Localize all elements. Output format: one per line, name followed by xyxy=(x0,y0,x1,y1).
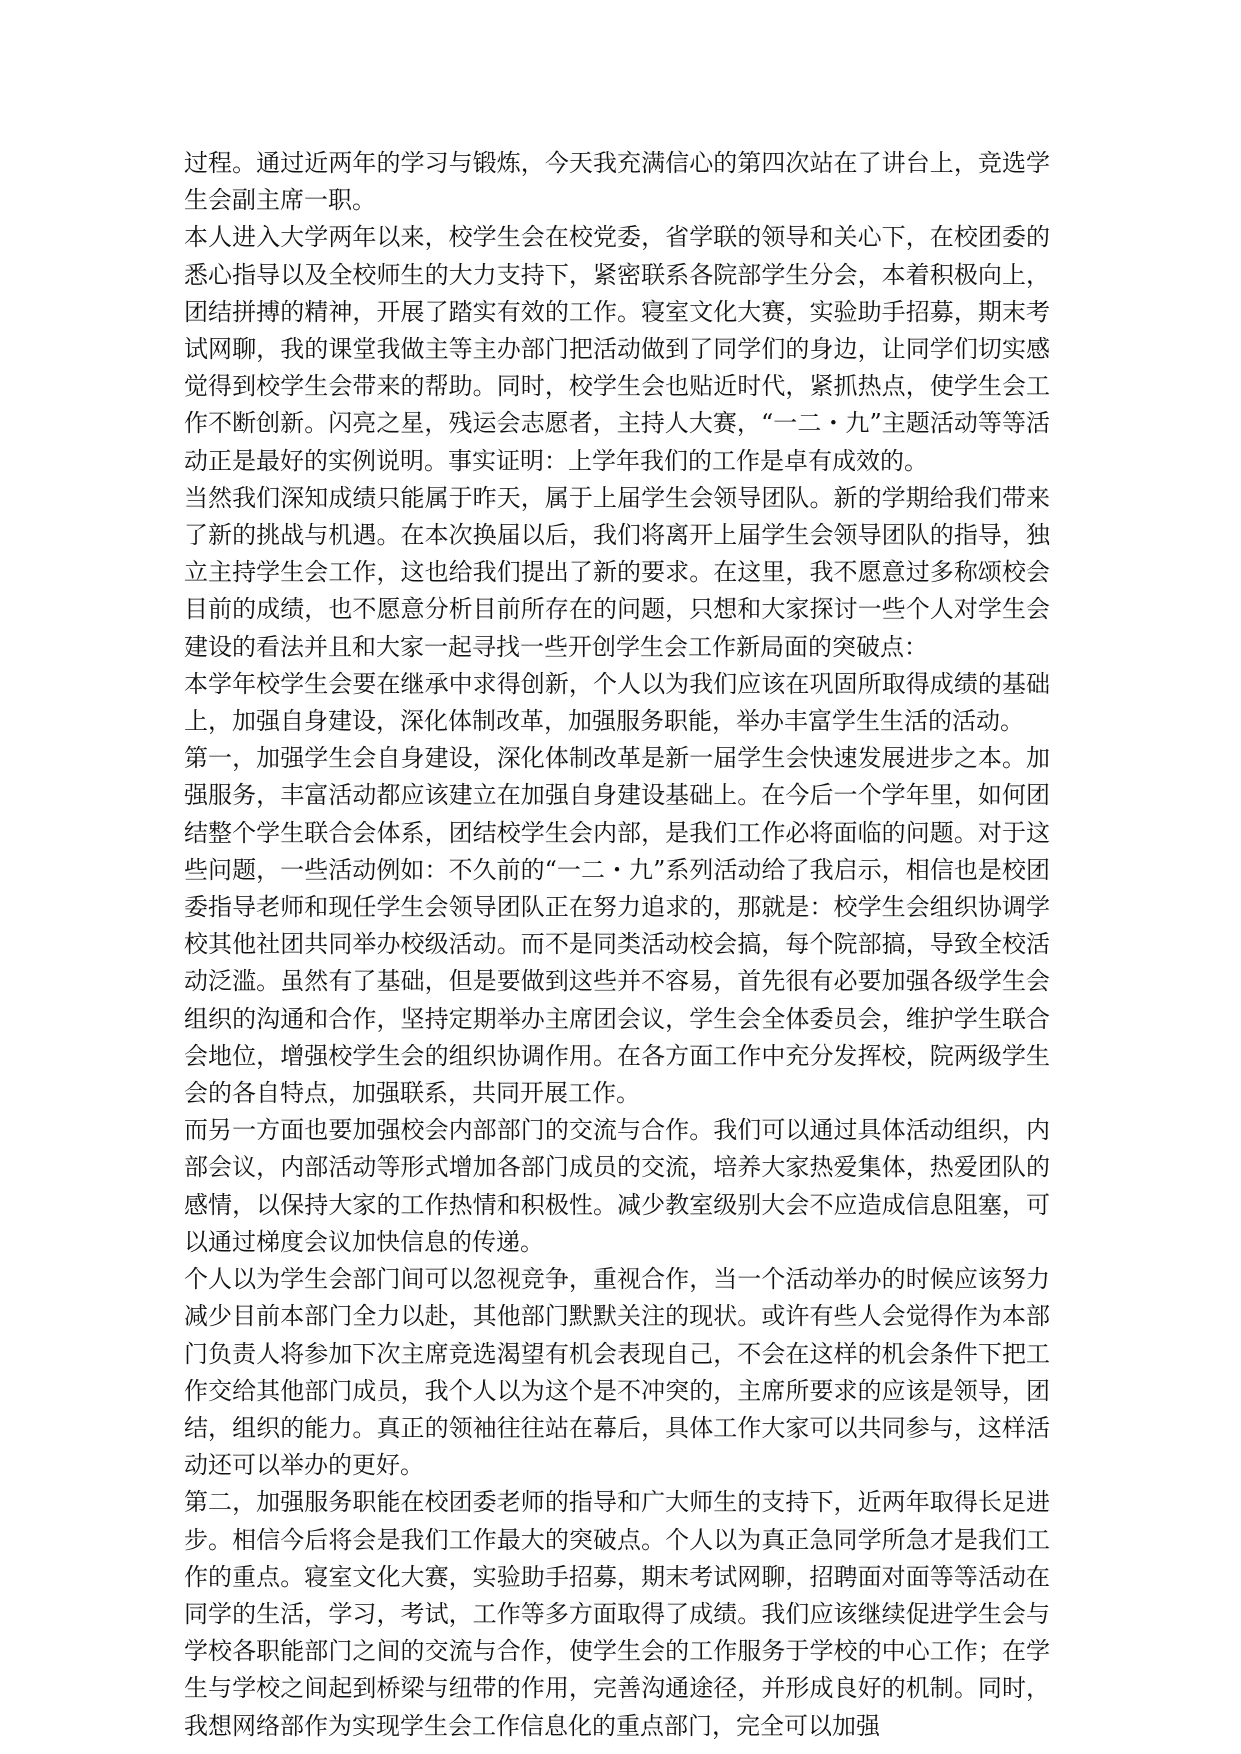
paragraph-new-challenges: 当然我们深知成绩只能属于昨天，属于上届学生会领导团队。新的学期给我们带来了新的挑战与机遇。在本次换届以后，我们将离开上届学生会领导团队的指导，独立主持学生会工作，这也给我们提出了新的要求。在这里，我不愿意过多称颂校会目前的成绩，也不愿意分析目前所存在的问题，只想和大家探讨一些个人对学生会建设的看法并且和大家一起寻找一些开创学生会工作新局面的突破点： xyxy=(184,483,1050,661)
paragraph-department-cooperation: 个人以为学生会部门间可以忽视竞争，重视合作，当一个活动举办的时候应该努力减少目前本部门全力以赴，其他部门默默关注的现状。或许有些人会觉得作为本部门负责人将参加下次主席竞选渴望有机会表现自己，不会在这样的机会条件下把工作交给其他部门成员，我个人以为这个是不冲突的，主席所要求的应该是领导，团结，组织的能力。真正的领袖往往站在幕后，具体工作大家可以共同参与，这样活动还可以举办的更好。 xyxy=(184,1265,1050,1480)
paragraph-year-goals: 本学年校学生会要在继承中求得创新，个人以为我们应该在巩固所取得成绩的基础上，加强自身建设，深化体制改革，加强服务职能，举办丰富学生生活的活动。 xyxy=(184,669,1050,736)
paragraph-point-one: 第一，加强学生会自身建设，深化体制改革是新一届学生会快速发展进步之本。加强服务，丰富活动都应该建立在加强自身建设基础上。在今后一个学年里，如何团结整个学生联合会体系，团结校学生会内部，是我们工作必将面临的问题。对于这些问题，一些活动例如：不久前的“一二・九”系列活动给了我启示，相信也是校团委指导老师和现任学生会领导团队正在努力追求的，那就是：校学生会组织协调学校其他社团共同举办校级活动。而不是同类活动校会搞，每个院部搞，导致全校活动泛滥。虽然有了基础，但是要做到这些并不容易，首先很有必要加强各级学生会组织的沟通和合作，坚持定期举办主席团会议，学生会全体委员会，维护学生联合会地位，增强校学生会的组织协调作用。在各方面工作中充分发挥校，院两级学生会的各自特点，加强联系，共同开展工作。 xyxy=(184,744,1050,1108)
paragraph-intro-continuation: 过程。通过近两年的学习与锻炼，今天我充满信心的第四次站在了讲台上，竞选学生会副主席一职。 xyxy=(184,149,1050,215)
document-body xyxy=(184,145,1050,1745)
paragraph-past-work: 本人进入大学两年以来，校学生会在校党委，省学联的领导和关心下，在校团委的悉心指导以及全校师生的大力支持下，紧密联系各院部学生分会，本着积极向上，团结拼搏的精神，开展了踏实有效的工作。寝室文化大赛，实验助手招募，期末考试网聊，我的课堂我做主等主办部门把活动做到了同学们的身边，让同学们切实感觉得到校学生会带来的帮助。同时，校学生会也贴近时代，紧抓热点，使学生会工作不断创新。闪亮之星，残运会志愿者，主持人大赛，“一二・九”主题活动等等活动正是最好的实例说明。事实证明：上学年我们的工作是卓有成效的。 xyxy=(184,223,1050,475)
paragraph-point-two: 第二，加强服务职能在校团委老师的指导和广大师生的支持下，近两年取得长足进步。相信今后将会是我们工作最大的突破点。个人以为真正急同学所急才是我们工作的重点。寝室文化大赛，实验助手招募，期末考试网聊，招聘面对面等等活动在同学的生活，学习，考试，工作等多方面取得了成绩。我们应该继续促进学生会与学校各职能部门之间的交流与合作，使学生会的工作服务于学校的中心工作；在学生与学校之间起到桥梁与纽带的作用，完善沟通途径，并形成良好的机制。同时，我想网络部作为实现学生会工作信息化的重点部门，完全可以加强 xyxy=(184,1488,1050,1740)
paragraph-internal-cooperation: 而另一方面也要加强校会内部部门的交流与合作。我们可以通过具体活动组织，内部会议，内部活动等形式增加各部门成员的交流，培养大家热爱集体，热爱团队的感情，以保持大家的工作热情和积极性。减少教室级别大会不应造成信息阻塞，可以通过梯度会议加快信息的传递。 xyxy=(184,1116,1050,1256)
